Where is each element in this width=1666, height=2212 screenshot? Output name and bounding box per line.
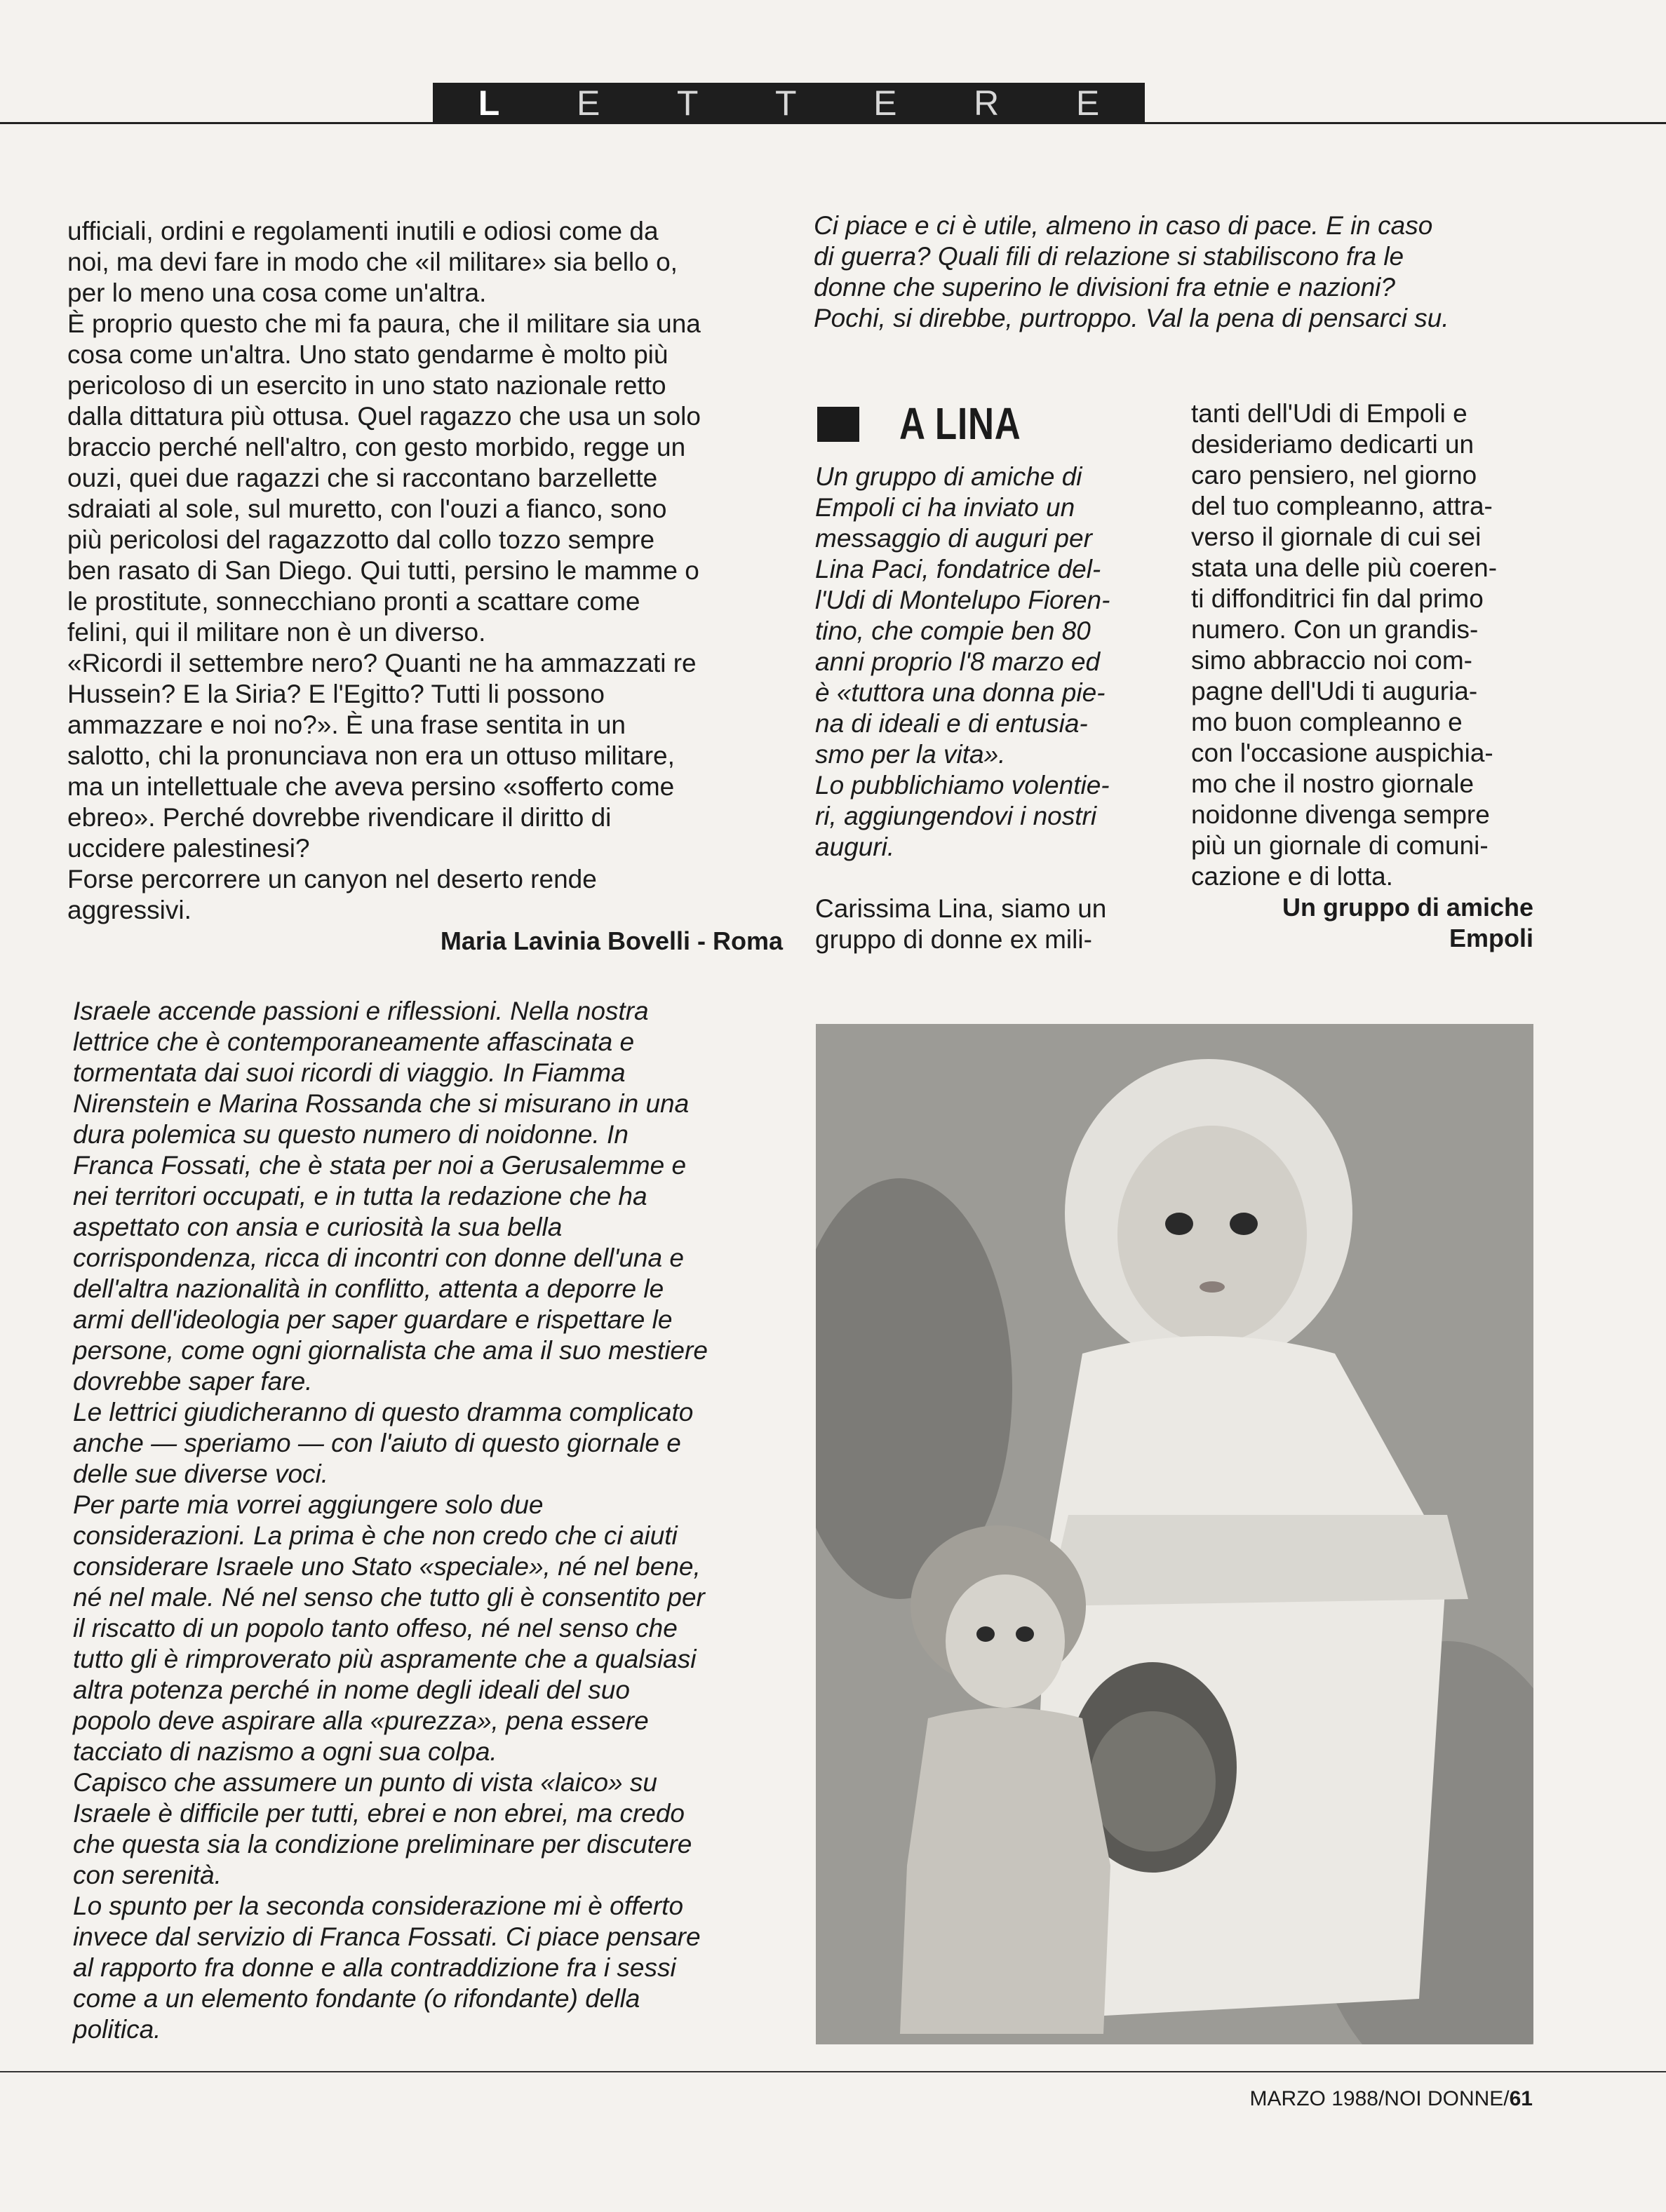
text-line: che questa sia la condizione preliminare per discutere bbox=[73, 1830, 692, 1859]
text-line: donne che superino le divisioni fra etnie e nazioni? bbox=[814, 273, 1395, 302]
banner-letter: T bbox=[676, 83, 699, 123]
text-line: tormentata dai suoi ricordi di viaggio. In Fiamma bbox=[73, 1058, 626, 1087]
text-line: ouzi, quei due ragazzi che si raccontano barzellette bbox=[67, 464, 658, 492]
text-line: Le lettrici giudicheranno di questo dramma complicato bbox=[73, 1398, 694, 1427]
text-line: salotto, chi la pronunciava non era un ottuso militare, bbox=[67, 741, 675, 770]
text-line: al rapporto fra donne e alla contraddizione fra i sessi bbox=[73, 1953, 676, 1982]
text-line: noi, ma devi fare in modo che «il militare» sia bello o, bbox=[67, 248, 678, 276]
text-line: Nirenstein e Marina Rossanda che si misurano in una bbox=[73, 1089, 690, 1118]
text-line: Empoli ci ha inviato un bbox=[815, 493, 1075, 522]
text-line: Carissima Lina, siamo un bbox=[815, 894, 1107, 923]
text-line: «Ricordi il settembre nero? Quanti ne ha ammazzati re bbox=[67, 649, 697, 677]
text-line: delle sue diverse voci. bbox=[73, 1459, 329, 1488]
text-line: aggressivi. bbox=[67, 896, 192, 924]
text-line: popolo deve aspirare alla «purezza», pena essere bbox=[73, 1706, 649, 1735]
text-line: aspettato con ansia e curiosità la sua bella bbox=[73, 1213, 563, 1241]
text-line: come a un elemento fondante (o rifondante) della bbox=[73, 1984, 640, 2013]
text-line: nei territori occupati, e in tutta la redazione che ha bbox=[73, 1182, 647, 1210]
text-line: felini, qui il militare non è un diverso. bbox=[67, 618, 486, 647]
text-line: pericoloso di un esercito in uno stato nazionale retto bbox=[67, 371, 666, 400]
text-line: Lo spunto per la seconda considerazione mi è offerto bbox=[73, 1891, 684, 1920]
text-line: uccidere palestinesi? bbox=[67, 834, 310, 863]
text-line: braccio perché nell'altro, con gesto morbido, regge un bbox=[67, 433, 686, 461]
banner-letter: R bbox=[974, 83, 1000, 123]
signature-line: Un gruppo di amiche bbox=[1282, 893, 1533, 922]
text-line: Pochi, si direbbe, purtroppo. Val la pena di pensarci su. bbox=[814, 304, 1449, 332]
text-line: più un giornale di comuni- bbox=[1191, 831, 1489, 860]
text-line: auguri. bbox=[815, 832, 895, 861]
text-line: Lo pubblichiamo volentie- bbox=[815, 771, 1110, 800]
text-line: ri, aggiungendovi i nostri bbox=[815, 802, 1097, 830]
banner-letter: E bbox=[576, 83, 600, 123]
footer-rule bbox=[0, 2071, 1666, 2072]
text-line: è «tuttora una donna pie- bbox=[815, 678, 1106, 707]
text-line: pagne dell'Udi ti auguria- bbox=[1191, 677, 1478, 706]
text-line: ufficiali, ordini e regolamenti inutili e odiosi come da bbox=[67, 217, 659, 245]
article-signature bbox=[1191, 892, 1533, 954]
text-line: tino, che compie ben 80 bbox=[815, 616, 1091, 645]
text-line: mo che il nostro giornale bbox=[1191, 769, 1474, 798]
text-line: dovrebbe saper fare. bbox=[73, 1367, 313, 1396]
text-line: Capisco che assumere un punto di vista «laico» su bbox=[73, 1768, 657, 1797]
banner-letter: T bbox=[775, 83, 797, 123]
text-line: na di ideali e di entusia- bbox=[815, 709, 1088, 738]
article-column-right bbox=[1191, 398, 1533, 954]
text-line: Israele accende passioni e riflessioni. Nella nostra bbox=[73, 997, 649, 1025]
text-line: stata una delle più coeren- bbox=[1191, 553, 1498, 582]
text-line: dura polemica su questo numero di noidonne. In bbox=[73, 1120, 629, 1149]
text-line: anni proprio l'8 marzo ed bbox=[815, 647, 1101, 676]
article-intro bbox=[815, 461, 1157, 863]
text-line: Israele è difficile per tutti, ebrei e non ebrei, ma credo bbox=[73, 1799, 685, 1828]
section-banner bbox=[433, 83, 1145, 123]
text-line: invece dal servizio di Franca Fossati. Ci piace pensare bbox=[73, 1922, 701, 1951]
text-line: sdraiati al sole, sul muretto, con l'ouzi a fianco, sono bbox=[67, 494, 667, 523]
text-line: smo per la vita». bbox=[815, 740, 1006, 769]
article-body-start bbox=[815, 893, 1157, 955]
doll-photo bbox=[816, 1024, 1533, 2044]
text-line: di guerra? Quali fili di relazione si stabiliscono fra le bbox=[814, 242, 1404, 271]
text-line: caro pensiero, nel giorno bbox=[1191, 461, 1477, 490]
letter-signature: Maria Lavinia Bovelli - Roma bbox=[440, 926, 783, 955]
text-line: ebreo». Perché dovrebbe rivendicare il diritto di bbox=[67, 803, 612, 832]
text-line: per lo meno una cosa come un'altra. bbox=[67, 278, 487, 307]
text-line: desideriamo dedicarti un bbox=[1191, 430, 1474, 459]
text-line: il riscatto di un popolo tanto offeso, né nel senso che bbox=[73, 1614, 678, 1643]
text-line: considerare Israele uno Stato «speciale», né nel bene, bbox=[73, 1552, 701, 1581]
editor-note bbox=[73, 996, 788, 2045]
heading-marker bbox=[817, 407, 859, 442]
text-line: le prostitute, sonnecchiano pronti a scattare come bbox=[67, 587, 640, 616]
editor-note-continuation bbox=[814, 210, 1536, 334]
text-line: lettrice che è contemporaneamente affascinata e bbox=[73, 1027, 635, 1056]
text-line: dalla dittatura più ottusa. Quel ragazzo che usa un solo bbox=[67, 402, 701, 431]
text-line: anche — speriamo — con l'aiuto di questo giornale e bbox=[73, 1429, 681, 1457]
article-column-left bbox=[815, 461, 1157, 955]
text-line: Franca Fossati, che è stata per noi a Gerusalemme e bbox=[73, 1151, 687, 1180]
text-line: simo abbraccio noi com- bbox=[1191, 646, 1472, 675]
letter-column bbox=[67, 216, 783, 957]
text-line: cazione e di lotta. bbox=[1191, 862, 1393, 891]
text-line: altra potenza perché in nome degli ideali del suo bbox=[73, 1675, 630, 1704]
text-line: Un gruppo di amiche di bbox=[815, 462, 1082, 491]
text-line: ti diffonditrici fin dal primo bbox=[1191, 584, 1484, 613]
text-line: corrispondenza, ricca di incontri con donne dell'una e bbox=[73, 1243, 684, 1272]
text-line: più pericolosi del ragazzotto dal collo tozzo sempre bbox=[67, 525, 655, 554]
text-line: con l'occasione auspichia- bbox=[1191, 739, 1493, 767]
page-footer bbox=[1250, 2086, 1533, 2112]
text-line: l'Udi di Montelupo Fioren- bbox=[815, 586, 1110, 614]
text-line: È proprio questo che mi fa paura, che il militare sia una bbox=[67, 309, 701, 338]
banner-letter: L bbox=[478, 83, 500, 123]
text-line: messaggio di auguri per bbox=[815, 524, 1092, 553]
banner-letter: E bbox=[873, 83, 897, 123]
text-line: con serenità. bbox=[73, 1861, 222, 1889]
text-line: Hussein? E la Siria? E l'Egitto? Tutti li possono bbox=[67, 680, 605, 708]
page-number: 61 bbox=[1509, 2087, 1533, 2110]
text-line: persone, come ogni giornalista che ama il suo mestiere bbox=[73, 1336, 708, 1365]
text-line: Per parte mia vorrei aggiungere solo due bbox=[73, 1490, 544, 1519]
banner-letter: E bbox=[1075, 83, 1100, 123]
text-line: Ci piace e ci è utile, almeno in caso di pace. E in caso bbox=[814, 211, 1433, 240]
article-heading: A LINA bbox=[899, 398, 1021, 449]
doll-illustration bbox=[816, 1024, 1533, 2044]
text-line: del tuo compleanno, attra- bbox=[1191, 492, 1493, 520]
text-line: né nel male. Né nel senso che tutto gli è consentito per bbox=[73, 1583, 705, 1612]
text-line: ma un intellettuale che aveva persino «sofferto come bbox=[67, 772, 675, 801]
text-line: Lina Paci, fondatrice del- bbox=[815, 555, 1101, 584]
text-line: gruppo di donne ex mili- bbox=[815, 925, 1092, 954]
text-line: tanti dell'Udi di Empoli e bbox=[1191, 399, 1467, 428]
footer-issue: MARZO 1988/NOI DONNE/ bbox=[1249, 2087, 1510, 2110]
text-line: noidonne divenga sempre bbox=[1191, 800, 1490, 829]
text-line: tacciato di nazismo a ogni sua colpa. bbox=[73, 1737, 497, 1766]
text-line: verso il giornale di cui sei bbox=[1191, 522, 1482, 551]
signature-line: Empoli bbox=[1449, 924, 1533, 952]
text-line: politica. bbox=[73, 2015, 161, 2044]
text-line: mo buon compleanno e bbox=[1191, 708, 1463, 736]
text-line: armi dell'ideologia per saper guardare e rispettare le bbox=[73, 1305, 673, 1334]
text-line: numero. Con un grandis- bbox=[1191, 615, 1479, 644]
text-line: ben rasato di San Diego. Qui tutti, persino le mamme o bbox=[67, 556, 699, 585]
text-line: Forse percorrere un canyon nel deserto rende bbox=[67, 865, 597, 893]
text-line: considerazioni. La prima è che non credo che ci aiuti bbox=[73, 1521, 678, 1550]
text-line: ammazzare e noi no?». È una frase sentita in un bbox=[67, 710, 626, 739]
text-line: dell'altra nazionalità in conflitto, attenta a deporre le bbox=[73, 1274, 664, 1303]
text-line: cosa come un'altra. Uno stato gendarme è molto più bbox=[67, 340, 669, 369]
article-body-continued bbox=[1191, 398, 1533, 892]
text-line: tutto gli è rimproverato più aspramente che a qualsiasi bbox=[73, 1645, 697, 1673]
letter-text bbox=[67, 216, 783, 926]
